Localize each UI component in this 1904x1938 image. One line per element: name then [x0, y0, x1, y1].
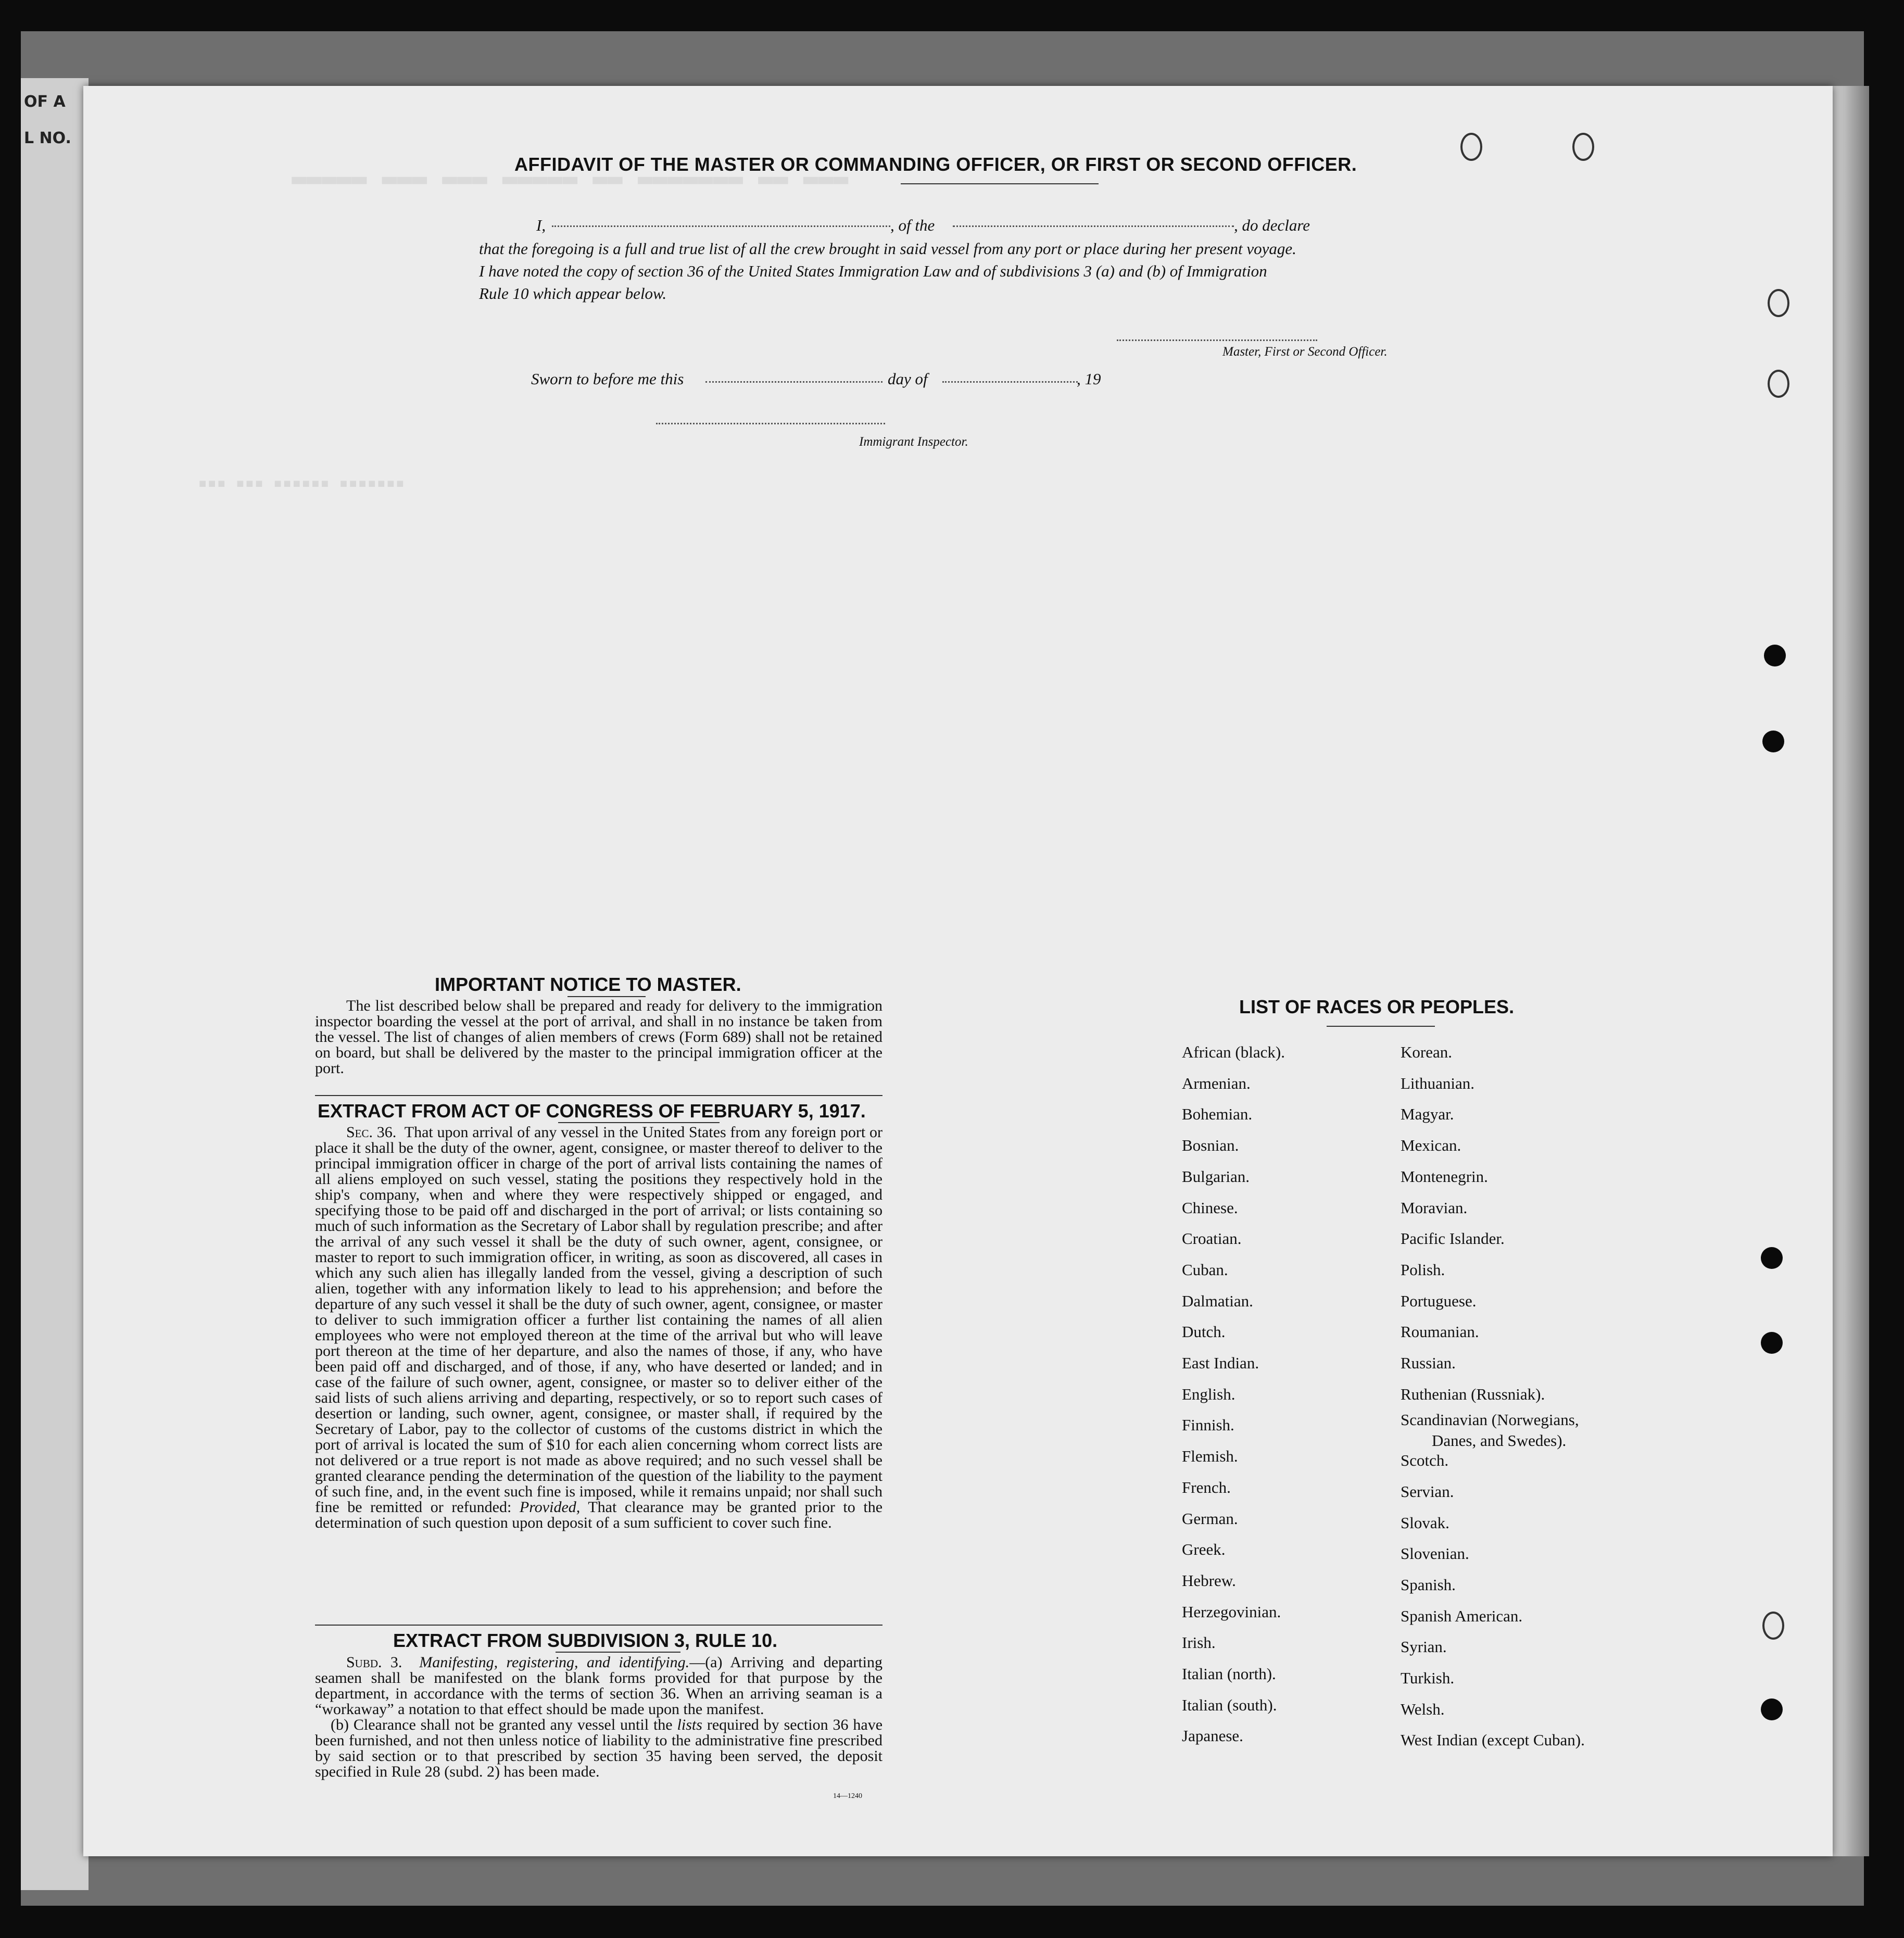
race-item: Korean.	[1401, 1043, 1452, 1061]
race-item: Hebrew.	[1182, 1571, 1236, 1590]
vessel-blank[interactable]	[953, 225, 1234, 227]
affidavit-declare: , do declare	[1234, 216, 1310, 234]
inspector-signature-blank[interactable]	[656, 423, 885, 424]
race-item: East Indian.	[1182, 1354, 1259, 1372]
title-underline	[558, 1122, 720, 1123]
binder-ring	[1768, 289, 1789, 317]
race-item: Mexican.	[1401, 1136, 1461, 1155]
race-item: French.	[1182, 1478, 1231, 1496]
race-item: Lithuanian.	[1401, 1074, 1475, 1092]
race-item: German.	[1182, 1509, 1238, 1528]
sworn-year: , 19	[1077, 370, 1101, 388]
signature-blank[interactable]	[1117, 339, 1317, 341]
punch-hole	[1764, 645, 1786, 666]
title-underline	[1327, 1026, 1435, 1027]
race-item: Bulgarian.	[1182, 1167, 1250, 1186]
race-item: Pacific Islander.	[1401, 1229, 1505, 1248]
race-item: Greek.	[1182, 1540, 1226, 1559]
punch-hole	[1762, 731, 1784, 752]
race-item: Armenian.	[1182, 1074, 1251, 1092]
act-extract-title: EXTRACT FROM ACT OF CONGRESS OF FEBRUARY 5, 1917.	[318, 1100, 866, 1122]
binder-ring	[1460, 133, 1482, 161]
race-item: Roumanian.	[1401, 1323, 1479, 1341]
form-number: 14—1240	[833, 1792, 862, 1800]
race-item: Flemish.	[1182, 1447, 1238, 1466]
underlying-page-edge	[21, 78, 89, 1890]
race-item: Ruthenian (Russniak).	[1401, 1385, 1545, 1403]
sworn-day-blank[interactable]	[705, 381, 882, 383]
race-item: Chinese.	[1182, 1198, 1238, 1217]
binder-ring	[1572, 133, 1594, 161]
notice-text: The list described below shall be prepared and ready for delivery to the immigration inspector boarding the vessel at the port of arrival, and shall in no instance be taken from the vessel. The list of changes of alien members of crews (Form 689) shall not be retained on board, but shall be delivered by the master to the principal immigration officer at the port.	[315, 997, 882, 1077]
race-item: West Indian (except Cuban).	[1401, 1731, 1585, 1750]
name-blank[interactable]	[552, 225, 890, 227]
affidavit-line: that the foregoing is a full and true list of all the crew brought in said vessel from any port or place during her present voyage.	[479, 240, 1296, 258]
races-title: LIST OF RACES OR PEOPLES.	[1239, 996, 1515, 1017]
race-item: Scotch.	[1401, 1451, 1449, 1470]
sec-label: Sec. 36.	[346, 1124, 397, 1141]
race-item: Servian.	[1401, 1482, 1454, 1501]
race-item: Finnish.	[1182, 1416, 1234, 1434]
race-item: Japanese.	[1182, 1727, 1243, 1745]
race-item: English.	[1182, 1385, 1235, 1403]
race-item: Herzegovinian.	[1182, 1602, 1281, 1621]
notice-title: IMPORTANT NOTICE TO MASTER.	[435, 974, 741, 995]
punch-hole	[1761, 1247, 1783, 1269]
inspector-caption: Immigrant Inspector.	[859, 435, 968, 449]
bleed-through: ▬▬▬ ▬▬ ▬▬▬▬▬▬▬ ▬▬ ▬▬▬▬▬ ▬▬▬ ▬▬▬ ▬▬▬▬▬	[292, 164, 849, 193]
race-item: Magyar.	[1401, 1105, 1454, 1124]
title-underline	[556, 1652, 680, 1653]
race-item: Scandinavian (Norwegians,	[1401, 1411, 1579, 1429]
section-divider	[315, 1095, 882, 1096]
affidavit-i: I,	[536, 216, 546, 234]
race-item: Irish.	[1182, 1633, 1216, 1652]
document-page	[83, 86, 1833, 1856]
race-item: Danes, and Swedes).	[1432, 1431, 1567, 1450]
affidavit-of-the: , of the	[890, 216, 935, 234]
race-item: Spanish.	[1401, 1575, 1456, 1594]
race-item: Syrian.	[1401, 1638, 1447, 1656]
affidavit-line: Rule 10 which appear below.	[479, 284, 667, 303]
affidavit-title: AFFIDAVIT OF THE MASTER OR COMMANDING OFFICER, OR FIRST OR SECOND OFFICER.	[514, 154, 1357, 175]
sworn-prefix: Sworn to before me this	[531, 370, 684, 388]
race-item: Italian (south).	[1182, 1695, 1277, 1714]
binder-ring	[1768, 370, 1789, 398]
race-item: Italian (north).	[1182, 1665, 1276, 1683]
strip-fragment: L NO.	[24, 129, 71, 147]
binder-ring	[1762, 1612, 1784, 1640]
rule-extract-text: Subd. 3. Manifesting, registering, and identifying.—(a) Arriving and departing seamen shall be manifested on the blank forms provided for that purpose by the department, in accordance with the terms of section 36. When an arriving seaman is a “workaway” a notation to that effect should be made upon the manifest. (b) Clearance shall not be granted any vessel until the lists required by section 36 have been furnished, and not then unless notice of liability to the administrative fine prescribed by said section or to that prescribed by section 35 having been served, the deposit specified in Rule 28 (subd. 2) has been made.	[315, 1654, 883, 1780]
race-item: Slovak.	[1401, 1513, 1449, 1532]
affidavit-line: I have noted the copy of section 36 of the United States Immigration Law and of subdivisions 3 (a) and (b) of Immigration	[479, 262, 1267, 280]
race-item: Polish.	[1401, 1260, 1445, 1279]
signature-caption: Master, First or Second Officer.	[1222, 345, 1388, 359]
race-item: Russian.	[1401, 1354, 1456, 1372]
race-item: Dutch.	[1182, 1323, 1226, 1341]
sworn-month-blank[interactable]	[942, 381, 1078, 383]
race-item: Bosnian.	[1182, 1136, 1239, 1155]
section-divider	[315, 1625, 882, 1626]
race-item: Dalmatian.	[1182, 1291, 1253, 1310]
race-item: Montenegrin.	[1401, 1167, 1488, 1186]
act-extract-text: Sec. 36. That upon arrival of any vessel in the United States from any foreign port or place it shall be the duty of the owner, agent, consignee, or master thereof to deliver to the principal immigration officer in charge of the port of arrival lists containing the names of all aliens employed on such vessel, stating the positions they respectively hold in the ship's company, when and where they were respectively shipped or engaged, and specifying those to be paid off and discharged in the port of arrival; or lists containing so much of such information as the Secretary of Labor shall by regulation prescribe; and after the arrival of any such vessel it shall be the duty of such owner, agent, consignee, or master to report to such immigration officer, in writing, as soon as discovered, all cases in which any such alien has illegally landed from the vessel, giving a description of such alien, together with any information likely to lead to his apprehension; and before the departure of any such vessel it shall be the duty of such owner, agent, consignee, or master to deliver to such immigration officer a further list containing the names of all alien employees who were not employed thereon at the time of the arrival but who will leave port thereon at the time of her departure, and also the names of those, if any, who have been paid off and discharged, and of those, if any, who have deserted or landed; and in case of the failure of such owner, agent, consignee, or master so to deliver either of the said lists of such aliens arriving and departing, respectively, or so to report such cases of desertion or landing, such owner, agent, consignee, or master shall, if required by the Secretary of Labor, pay to the collector of customs of the customs district in which the port of arrival is located the sum of $10 for each alien concerning whom correct lists are not delivered or a true report is not made as above required; and no such vessel shall be granted clearance pending the determination of the question of the liability to the payment of such fine, and, in the event such fine is imposed, while it remains unpaid; nor shall such fine be remitted or refunded: Provided, That clearance may be granted prior to the determination of such question upon deposit of a sum sufficient to cover such fine.	[315, 1124, 883, 1531]
rule-extract-title: EXTRACT FROM SUBDIVISION 3, RULE 10.	[393, 1630, 778, 1651]
race-item: Croatian.	[1182, 1229, 1242, 1248]
race-item: Slovenian.	[1401, 1544, 1469, 1563]
sworn-day-of: day of	[888, 370, 928, 388]
bleed-through: ▪▪▪ ▪▪▪ ▪▪▪▪▪▪ ▪▪▪▪▪▪▪	[198, 474, 405, 492]
race-item: Welsh.	[1401, 1700, 1445, 1718]
race-item: Bohemian.	[1182, 1105, 1253, 1124]
race-item: Cuban.	[1182, 1260, 1228, 1279]
punch-hole	[1761, 1332, 1783, 1354]
race-item: African (black).	[1182, 1043, 1285, 1061]
title-underline	[901, 183, 1099, 184]
race-item: Turkish.	[1401, 1669, 1455, 1687]
race-item: Moravian.	[1401, 1198, 1468, 1217]
race-item: Spanish American.	[1401, 1606, 1523, 1625]
race-item: Portuguese.	[1401, 1291, 1477, 1310]
strip-fragment: OF A	[24, 93, 66, 111]
punch-hole	[1761, 1698, 1783, 1720]
